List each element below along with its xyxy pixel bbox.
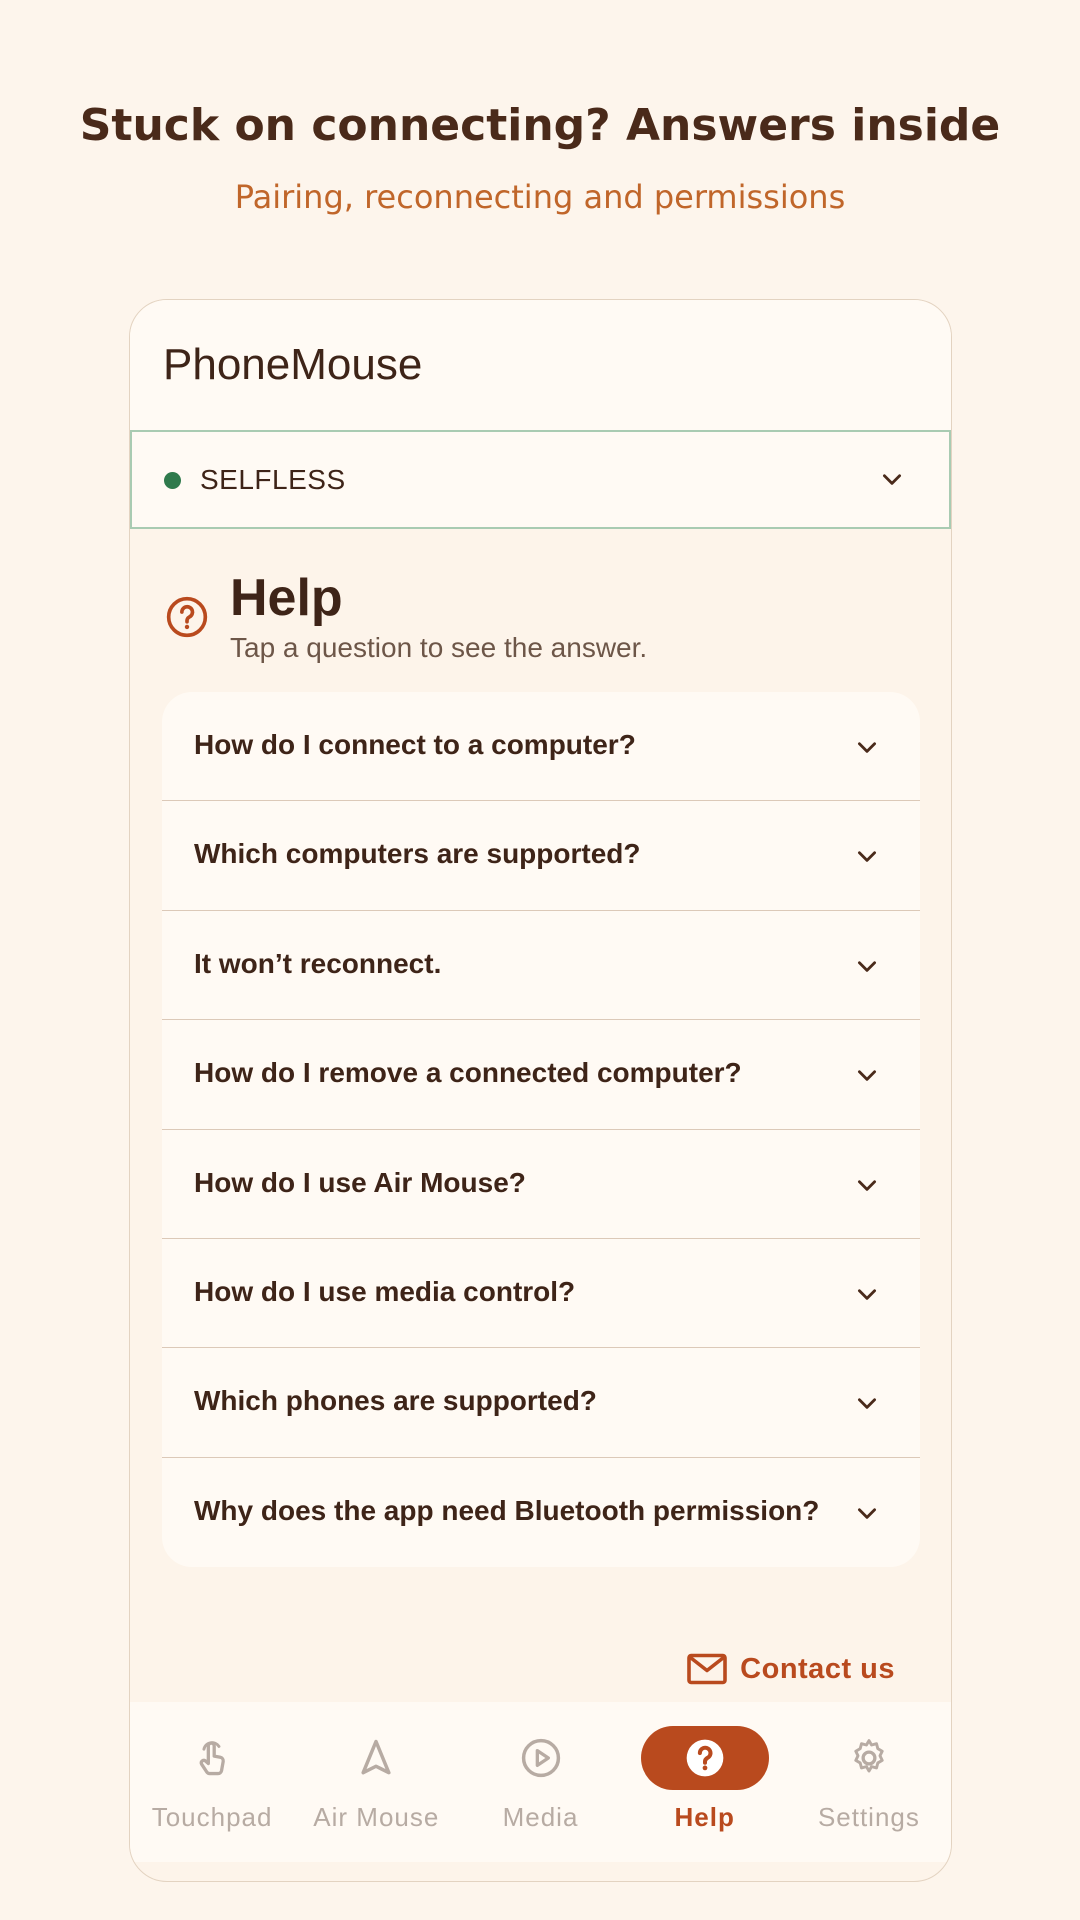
faq-item[interactable] bbox=[162, 911, 920, 1020]
page-subhead: Pairing, reconnecting and permissions bbox=[234, 178, 846, 216]
faq-item[interactable] bbox=[162, 1239, 920, 1348]
mail-icon bbox=[686, 1652, 728, 1686]
device-name: SELFLESS bbox=[200, 464, 346, 495]
bottom-navigation bbox=[130, 1702, 951, 1862]
faq-item[interactable] bbox=[162, 1020, 920, 1129]
faq-item[interactable] bbox=[162, 801, 920, 910]
contact-us-link[interactable] bbox=[686, 1652, 895, 1686]
nav-item-air-mouse[interactable] bbox=[294, 1702, 458, 1862]
faq-question: How do I remove a connected computer? bbox=[194, 1057, 742, 1089]
nav-label: Settings bbox=[817, 1802, 920, 1832]
nav-icon-container bbox=[312, 1726, 440, 1790]
app-title: PhoneMouse bbox=[163, 340, 423, 389]
faq-question: Which phones are supported? bbox=[194, 1385, 597, 1417]
nav-label: Media bbox=[502, 1802, 579, 1832]
nav-label: Help bbox=[674, 1802, 735, 1832]
faq-question: Which computers are supported? bbox=[194, 838, 641, 870]
chevron-down-icon bbox=[879, 466, 905, 492]
nav-item-settings[interactable] bbox=[787, 1702, 951, 1862]
phone-frame bbox=[129, 299, 952, 1882]
question-circle-icon bbox=[165, 595, 209, 639]
faq-question: It won’t reconnect. bbox=[194, 947, 442, 979]
chevron-down-icon bbox=[854, 1062, 880, 1088]
faq-list bbox=[162, 692, 920, 1567]
chevron-down-icon bbox=[854, 953, 880, 979]
nav-label: Touchpad bbox=[151, 1802, 273, 1832]
nav-icon-container bbox=[477, 1726, 605, 1790]
play-circle-icon bbox=[519, 1736, 563, 1780]
nav-item-help[interactable] bbox=[623, 1702, 787, 1862]
chevron-down-icon bbox=[854, 734, 880, 760]
nav-icon-container bbox=[805, 1726, 933, 1790]
page-headline: Stuck on connecting? Answers inside bbox=[79, 100, 1001, 151]
contact-us-label: Contact us bbox=[740, 1652, 895, 1685]
nav-label: Air Mouse bbox=[313, 1802, 440, 1832]
faq-item[interactable] bbox=[162, 1458, 920, 1567]
chevron-down-icon bbox=[854, 1172, 880, 1198]
chevron-down-icon bbox=[854, 1500, 880, 1526]
chevron-down-icon bbox=[854, 1281, 880, 1307]
navigation-arrow-icon bbox=[354, 1736, 398, 1780]
chevron-down-icon bbox=[854, 1390, 880, 1416]
help-title: Help bbox=[230, 569, 343, 627]
device-selector[interactable] bbox=[130, 430, 951, 529]
app-bar bbox=[130, 300, 951, 430]
help-subtitle: Tap a question to see the answer. bbox=[230, 632, 648, 663]
nav-item-touchpad[interactable] bbox=[130, 1702, 294, 1862]
faq-question: Why does the app need Bluetooth permission? bbox=[194, 1494, 820, 1526]
chevron-down-icon bbox=[854, 843, 880, 869]
connection-status-dot bbox=[164, 472, 181, 489]
nav-icon-container bbox=[641, 1726, 769, 1790]
nav-item-media[interactable] bbox=[458, 1702, 622, 1862]
faq-item[interactable] bbox=[162, 1130, 920, 1239]
faq-question: How do I connect to a computer? bbox=[194, 729, 636, 760]
faq-item[interactable] bbox=[162, 1348, 920, 1457]
gear-icon bbox=[847, 1736, 891, 1780]
nav-icon-container bbox=[148, 1726, 276, 1790]
help-circle-icon bbox=[683, 1736, 727, 1780]
faq-question: How do I use media control? bbox=[194, 1275, 576, 1307]
touch-hand-icon bbox=[190, 1736, 234, 1780]
faq-item[interactable] bbox=[162, 692, 920, 801]
faq-question: How do I use Air Mouse? bbox=[194, 1166, 526, 1198]
